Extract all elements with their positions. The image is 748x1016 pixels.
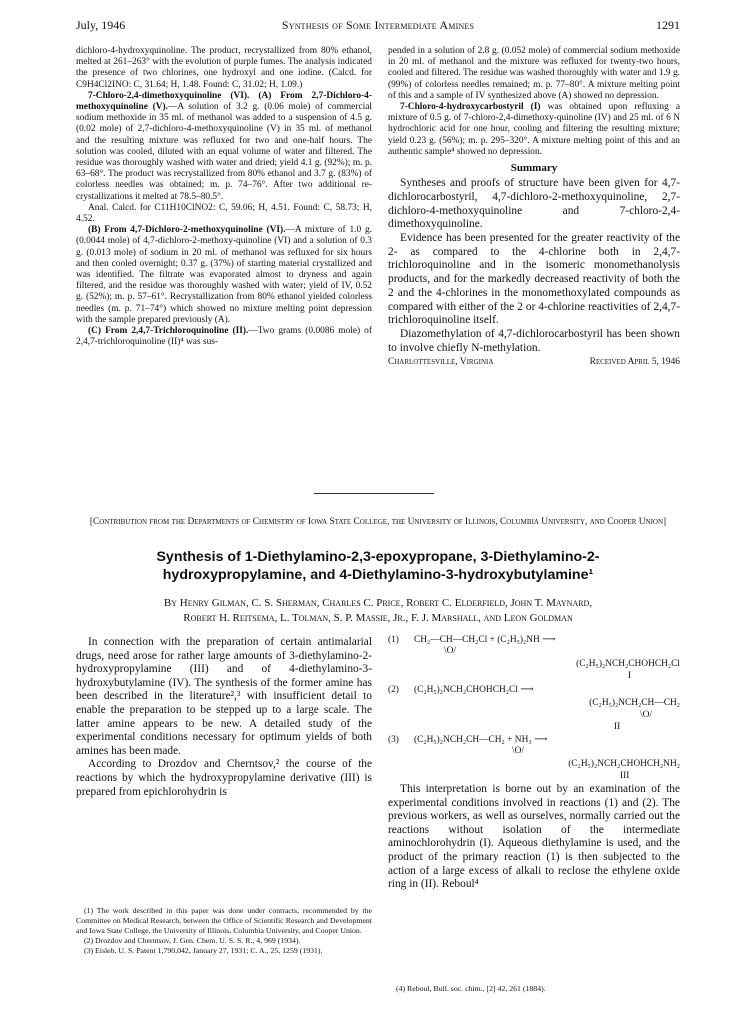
header-date: July, 1946 xyxy=(76,18,126,32)
equation-3: (3) (C₂H₅)₂NCH₂CH—CH₂ + NH₃ ⟶ \O/ (C₂H₅)₂NCH₂CHOHCH₂NH₂ III xyxy=(388,735,680,781)
footnotes xyxy=(76,906,372,956)
footnote: (2) Drozdov and Cherntsov, J. Gen. Chem. U. S. S. R., 4, 969 (1934). xyxy=(84,936,301,945)
equation-1: (1) CH₂—CH—CH₂Cl + (C₂H₅)₂NH ⟶ \O/ (C₂H₅)₂NCH₂CHOHCH₂Cl I xyxy=(388,635,680,681)
place: Charlottesville, Virginia xyxy=(388,357,494,368)
body-paragraph: According to Drozdov and Cherntsov,² the course of the reactions by which the hydroxypropylamine derivative (III) is prepared from epichlorohydrin is xyxy=(76,758,372,798)
analysis-paragraph: Anal. Calcd. for C11H10ClNO2: C, 59.06; H, 4.51. Found: C, 58.73; H, 4.52. xyxy=(76,202,372,225)
running-header xyxy=(76,18,680,34)
experimental-paragraph: (B) From 4,7-Dichloro-2-methoxyquinoline (VI).—A mixture of 1.0 g. (0.0044 mole) of 4,7-dichloro-2-methoxy-quinoline (VI) and a solution of 0.3 g. (0.013 mole) of sodium in 20 ml. of methanol was refluxed for six hours and then cooled overnight; 0.37 g. (37%) of starting material crystallized and was identified. The filtrate was evaporated almost to dryness and again filtered, and the residue was thoroughly washed with water; yield of IV, 0.52 g. (52%); m. p. 57–61°. Recrystallization from 80% ethanol yielded colorless needles (m. p. 71–74°) which showed no mixture melting point depression with the sample prepared previously (A). xyxy=(76,225,372,325)
summary-paragraph: Diazomethylation of 4,7-dichlorocarbostyril has been shown to involve chiefly N-methylation. xyxy=(388,327,680,354)
footnote: (4) Reboul, Bull. soc. chim., [2] 42, 261 (1884). xyxy=(396,984,546,993)
article-title: Synthesis of 1-Diethylamino-2,3-epoxypropane, 3-Diethylamino-2- hydroxypropylamine, and 4-Diethylamino-3-hydroxybutylamine¹ xyxy=(156,549,600,583)
experimental-paragraph: dichloro-4-hydroxyquinoline. The product, recrystallized from 80% ethanol, melted at 261–263° with the evolution of purple fumes. The analysis indicated the presence of two chlorines, one hydroxyl and one iodine. (Calcd. for C9H4Cl2INO: C, 31.64; H, 1.48. Found: C, 31.02; H, 1.09.) xyxy=(76,46,372,90)
received-date: Received April 5, 1946 xyxy=(589,357,680,368)
experimental-paragraph: pended in a solution of 2.8 g. (0.052 mole) of commercial sodium methoxide in 20 ml. of methanol and the mixture was refluxed for twenty-two hours, cooled and filtered. The residue was washed thoroughly with water and 1.9 g. (99%) of colorless needles remained; m. p. 77–80°. A mixture melting point of this and a sample of IV synthesized above (A) showed no depression. xyxy=(388,46,680,101)
footnote-4 xyxy=(388,984,680,994)
summary-section xyxy=(388,163,680,355)
body-paragraph: In connection with the preparation of certain antimalarial drugs, need arose for rather large amounts of 3-diethylamino-2-hydroxypropylamine (III) and of 4-diethylamino-3-hydroxybutylamine (IV). The synthesis of the former amine has been described in the literature²,³ with insufficient detail to enable the preparation to be stepped up to a large scale. The latter amine appears to be new. A detailed study of the experimental conditions necessary for optimum yields of both amines has been made. xyxy=(76,636,372,757)
received-line xyxy=(388,357,680,368)
divider-rule xyxy=(314,493,434,494)
equation-2: (2) (C₂H₅)₂NCH₂CHOHCH₂Cl ⟶ (C₂H₅)₂NCH₂CH—CH₂ \O/ II xyxy=(388,685,680,732)
body-paragraph: This interpretation is borne out by an examination of the experimental conditions involved in reactions (1) and (2). The previous workers, as well as ourselves, normally carried out the reactions without isolation of the intermediate aminochlorohydrin (I). Aqueous diethylamine is used, and the product of the primary reaction (1) is then subjected to the action of a large excess of alkali to reclose the ethylene oxide ring in (II). Reboul⁴ xyxy=(388,783,680,891)
summary-heading: Summary xyxy=(510,162,558,175)
header-page-number: 1291 xyxy=(656,18,680,32)
experimental-right-column xyxy=(388,46,680,369)
experimental-paragraph: 7-Chloro-2,4-dimethoxyquinoline (VI). (A) From 2,7-Dichloro-4-methoxyquinoline (V).—A solution of 3.2 g. (0.06 mole) of commercial sodium methoxide in 35 ml. of methanol was added to a suspension of 4.5 g. (0.02 mole) of 2,7-dichloro-4-methoxyquinoline (V) in 35 ml. of methanol and the resulting mixture was refluxed for two and one-half hours. The solution was cooled, diluted with an equal volume of water and filtered. The residue was thoroughly washed with water and dried; yield 4.1 g. (92%); m. p. 63–68°. The product was recrystallized from 80% ethanol and 3.7 g. (83%) of colorless needles was obtained; m. p. 74–76°. After two additional re-crystallizations it melted at 78.5–80.5°. xyxy=(76,90,372,202)
header-running-title: Synthesis of Some Intermediate Amines xyxy=(281,18,475,32)
experimental-paragraph: 7-Chloro-4-hydroxycarbostyril (I) was obtained upon refluxing a mixture of 0.5 g. of 7-chloro-2,4-dimethoxy-quinoline (IV) and 25 ml. of 6 N hydrochloric acid for one hour, cooling and filtering the resulting mixture; yield 0.23 g. (56%); m. p. 295–320°. A mixture melting point of this and an authentic sample⁴ showed no depression. xyxy=(388,102,680,157)
summary-paragraph: Evidence has been presented for the greater reactivity of the 2- as compared to the 4-chlorine both in 2,4,7-trichloroquinoline and in the isomeric monomethanolysis products, and for the markedly decreased reactivity of both the 2 and the 4-chlorines in the monomethoxylated compounds as compared with either of the 2 or 4-chlorine reactivities of 2,4,7-trichloroquinoline itself. xyxy=(388,232,680,327)
experimental-paragraph: (C) From 2,4,7-Trichloroquinoline (II).—Two grams (0.0086 mole) of 2,4,7-trichloroquinoline (II)⁴ was sus- xyxy=(76,326,372,348)
footnote: (3) Eisleb, U. S. Patent 1,790,042, January 27, 1931; C. A., 25, 1259 (1931). xyxy=(84,946,323,955)
contribution-note: [Contribution from the Departments of Chemistry of Iowa State College, the University of Illinois, Columbia University, and Cooper Union] xyxy=(89,517,667,527)
discussion-text xyxy=(388,783,680,892)
footnote: (1) The work described in this paper was done under contracts, recommended by the Committee on Medical Research, between the Office of Scientific Research and Development and Iowa State College, the University of Illinois, Columbia University, and Cooper Union. xyxy=(76,906,372,935)
experimental-left-column xyxy=(76,46,372,348)
summary-paragraph: Syntheses and proofs of structure have been given for 4,7-dichlorocarbostyril, 4,7-dichloro-2-methoxyquinoline, 2,7-dichloro-4-methoxyquinoline and 7-chloro-2,4-dimethoxyquinoline. xyxy=(388,177,680,231)
author-list: By Henry Gilman, C. S. Sherman, Charles C. Price, Robert C. Elderfield, John T. Maynard, Robert H. Reitsema, L. Tolman, S. P. Massie, Jr., F. J. Marshall, and Leon Goldman xyxy=(163,597,593,624)
intro-text xyxy=(76,636,372,799)
